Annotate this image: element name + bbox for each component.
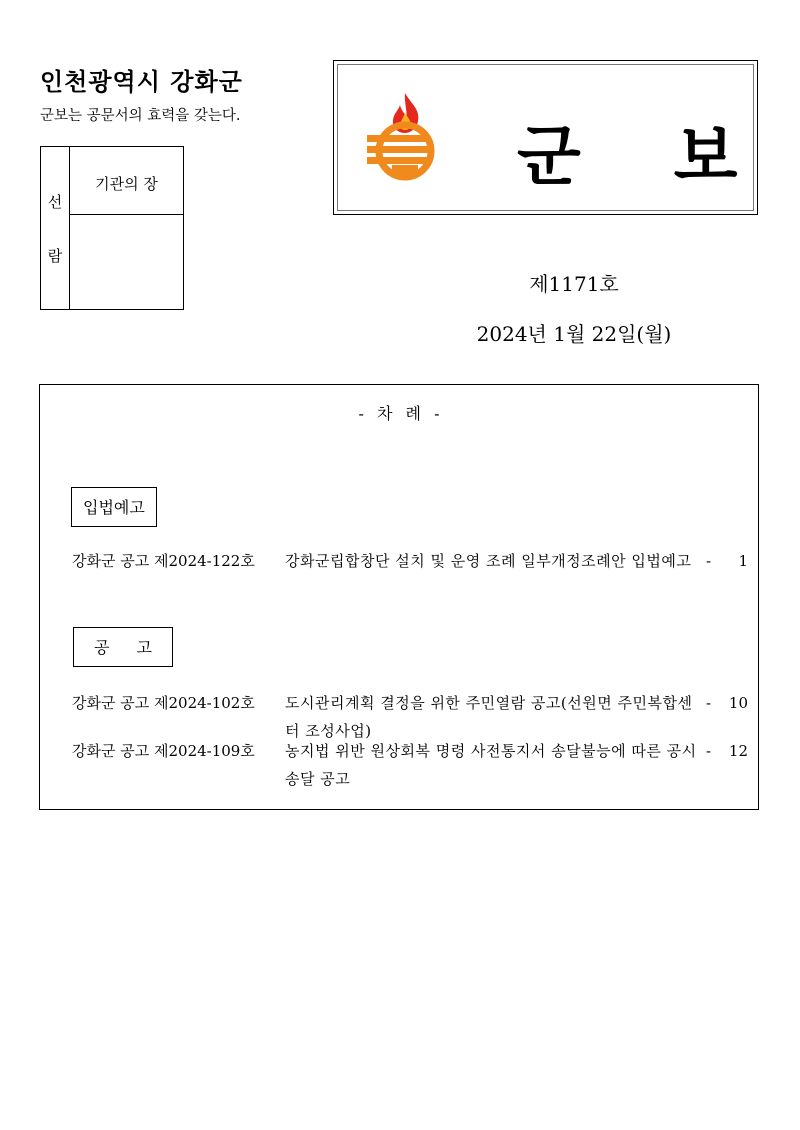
- entry-title: 도시관리계획 결정을 위한 주민열람 공고(선원면 주민복합센터 조성사업): [285, 694, 693, 740]
- issue-date: 2024년 1월 22일(월): [476, 322, 672, 346]
- entry-title: 농지법 위반 원상회복 명령 사전통지서 송달불능에 따른 공시송달 공고: [285, 742, 697, 788]
- entry-ref: 강화군 공고 제2024-122호: [72, 552, 255, 570]
- entry-ref: 강화군 공고 제2024-109호: [72, 742, 255, 760]
- review-side-char: 선: [47, 193, 63, 211]
- entry-dash: -: [706, 552, 712, 570]
- entry-ref: 강화군 공고 제2024-102호: [72, 694, 255, 712]
- gazette-subtitle: 군보는 공문서의 효력을 갖는다.: [40, 108, 241, 124]
- masthead: [333, 60, 758, 215]
- review-side-char: 람: [47, 247, 63, 265]
- section-label-announcement: 공 고: [73, 627, 173, 667]
- toc-heading: - 차 례 -: [358, 404, 440, 423]
- section-label-legislative-notice: 입법예고: [71, 487, 157, 527]
- entry-page: 1: [738, 552, 748, 570]
- review-head-label: 기관의 장: [70, 147, 183, 215]
- flame-emblem-icon: [362, 91, 448, 181]
- org-name: 인천광역시 강화군: [40, 68, 243, 96]
- entry-page: 10: [728, 694, 748, 712]
- table-of-contents: [39, 384, 759, 810]
- entry-dash: -: [706, 694, 712, 712]
- masthead-title: 군 보: [517, 118, 738, 195]
- issue-number: 제1171호: [529, 272, 619, 296]
- entry-title: 강화군립합창단 설치 및 운영 조례 일부개정조례안 입법예고: [285, 552, 692, 570]
- entry-page: 12: [728, 742, 748, 760]
- entry-dash: -: [706, 742, 712, 760]
